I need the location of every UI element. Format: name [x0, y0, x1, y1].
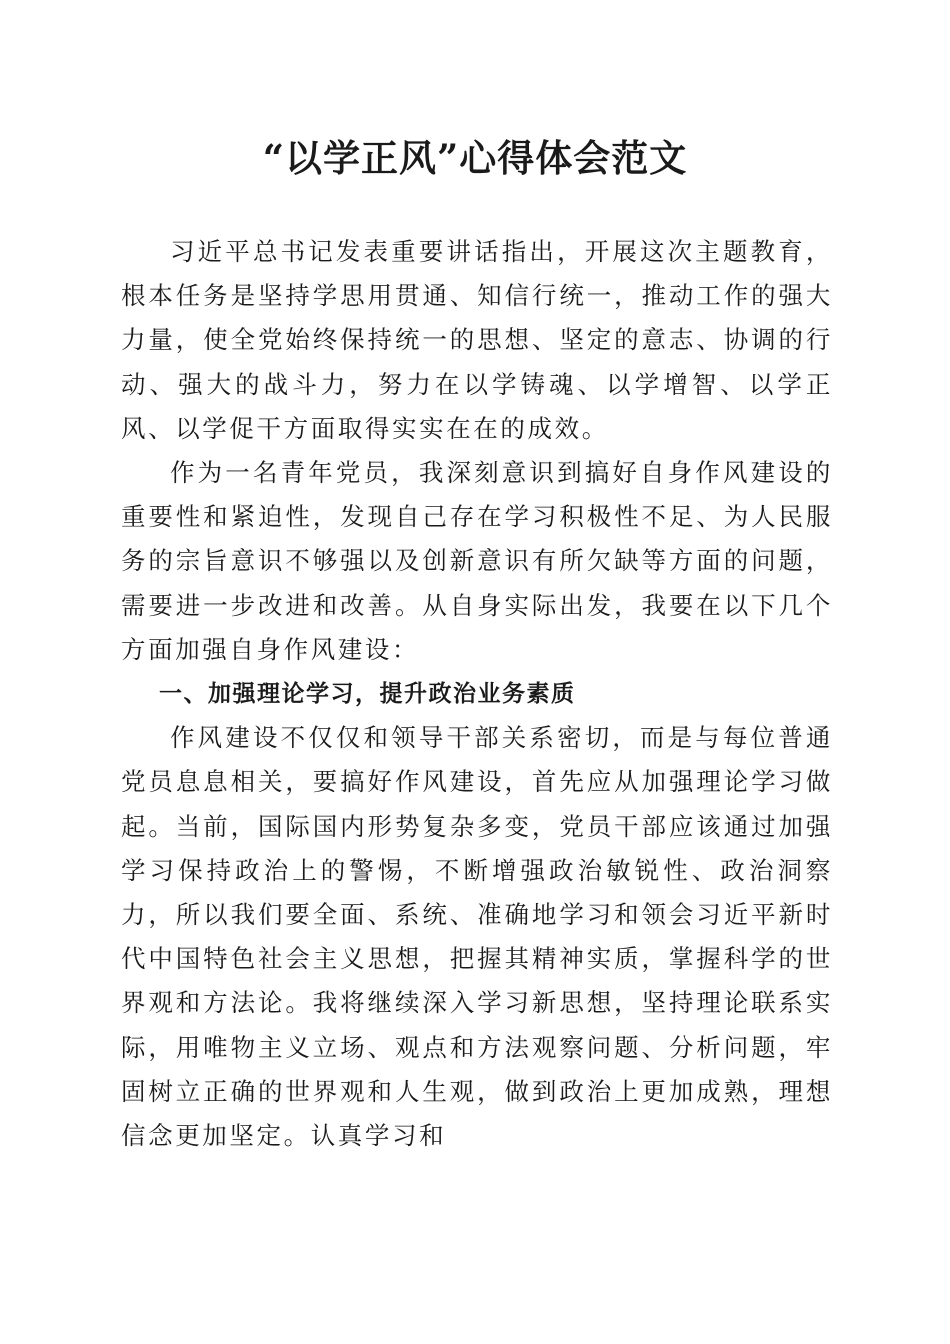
paragraph-intro: 习近平总书记发表重要讲话指出，开展这次主题教育，根本任务是坚持学思用贯通、知信行统一，推动工作的强大力量，使全党始终保持统一的思想、坚定的意志、协调的行动、强大的战斗力，努力在以学铸魂、以学增智、以学正风、以学促干方面取得实实在在的成效。: [121, 237, 833, 443]
paragraph-self-reflection: 作为一名青年党员，我深刻意识到搞好自身作风建设的重要性和紧迫性，发现自己存在学习积极性不足、为人民服务的宗旨意识不够强以及创新意识有所欠缺等方面的问题，需要进一步改进和改善。从自身实际出发，我要在以下几个方面加强自身作风建设：: [121, 458, 833, 664]
document-body: [121, 230, 833, 1158]
paragraph-section-1: 作风建设不仅仅和领导干部关系密切，而是与每位普通党员息息相关，要搞好作风建设，首先应从加强理论学习做起。当前，国际国内形势复杂多变，党员干部应该通过加强学习保持政治上的警惕，不断增强政治敏锐性、政治洞察力，所以我们要全面、系统、准确地学习和领会习近平新时代中国特色社会主义思想，把握其精神实质，掌握科学的世界观和方法论。我将继续深入学习新思想，坚持理论联系实际，用唯物主义立场、观点和方法观察问题、分析问题，牢固树立正确的世界观和人生观，做到政治上更加成熟，理想信念更加坚定。认真学习和: [121, 723, 833, 1151]
section-heading-1: 一、加强理论学习，提升政治业务素质: [159, 681, 576, 708]
document-title: “以学正风”心得体会范文: [262, 136, 688, 180]
